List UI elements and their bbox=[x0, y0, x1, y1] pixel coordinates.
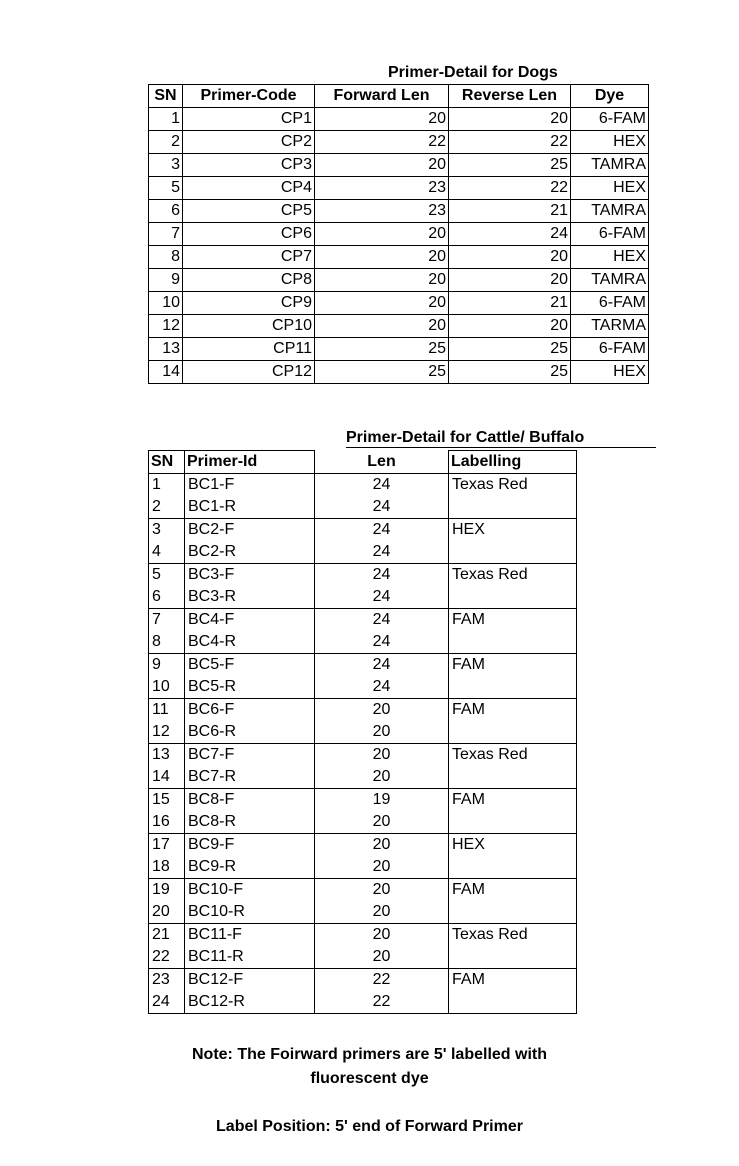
table-row bbox=[149, 246, 649, 269]
cell-forward-len: 20 bbox=[315, 269, 449, 292]
table-row bbox=[149, 631, 577, 654]
cell-sn: 5 bbox=[149, 177, 183, 200]
cell-len: 24 bbox=[315, 519, 449, 542]
table-row bbox=[149, 338, 649, 361]
cell-primer-code: CP3 bbox=[183, 154, 315, 177]
cell-primer-id: BC11-F bbox=[185, 924, 315, 947]
cell-sn: 7 bbox=[149, 609, 185, 632]
cell-reverse-len: 25 bbox=[449, 338, 571, 361]
table-row bbox=[149, 924, 577, 947]
cell-reverse-len: 20 bbox=[449, 315, 571, 338]
cell-reverse-len: 20 bbox=[449, 108, 571, 131]
cell-len: 24 bbox=[315, 474, 449, 497]
cattle-primer-table bbox=[148, 450, 577, 1014]
cell-len: 20 bbox=[372, 768, 391, 785]
cell-primer-id: BC9-F bbox=[185, 834, 315, 857]
cell-labelling bbox=[449, 496, 577, 519]
cell-sn: 19 bbox=[149, 879, 185, 902]
table-row bbox=[149, 856, 577, 879]
cell-dye: TAMRA bbox=[571, 269, 649, 292]
table-row bbox=[149, 496, 577, 519]
cell-reverse-len: 24 bbox=[449, 223, 571, 246]
cell-primer-id: BC7-F bbox=[185, 744, 315, 767]
cell-reverse-len: 21 bbox=[449, 292, 571, 315]
cell-sn: 3 bbox=[149, 519, 185, 542]
cell-primer-id: BC11-R bbox=[185, 946, 315, 969]
cell-sn: 21 bbox=[149, 924, 185, 947]
cell-sn: 17 bbox=[149, 834, 185, 857]
cell-forward-len: 23 bbox=[315, 200, 449, 223]
cell-labelling bbox=[449, 901, 577, 924]
cell-len: 22 bbox=[315, 969, 449, 992]
table-row bbox=[149, 200, 649, 223]
cell-dye: 6-FAM bbox=[571, 223, 649, 246]
cell-sn: 11 bbox=[149, 699, 185, 722]
table-row bbox=[149, 699, 577, 722]
cell-sn: 12 bbox=[149, 315, 183, 338]
cell-len: 20 bbox=[372, 903, 391, 920]
dogs-table-title: Primer-Detail for Dogs bbox=[388, 64, 558, 81]
cell-reverse-len: 22 bbox=[449, 177, 571, 200]
cell-forward-len: 20 bbox=[315, 246, 449, 269]
table-row bbox=[149, 154, 649, 177]
cell-labelling bbox=[449, 586, 577, 609]
cell-sn: 3 bbox=[149, 154, 183, 177]
cell-sn: 9 bbox=[149, 269, 183, 292]
table-row bbox=[149, 789, 577, 812]
cell-labelling: HEX bbox=[449, 834, 577, 857]
table-row bbox=[149, 474, 577, 497]
cell-primer-code: CP5 bbox=[183, 200, 315, 223]
cell-labelling: HEX bbox=[449, 519, 577, 542]
cell-sn: 10 bbox=[149, 292, 183, 315]
cell-len: 20 bbox=[372, 948, 391, 965]
cell-labelling: FAM bbox=[449, 699, 577, 722]
cell-sn: 22 bbox=[149, 946, 185, 969]
cell-primer-id: BC4-F bbox=[185, 609, 315, 632]
column-header-forward-len: Forward Len bbox=[315, 85, 449, 108]
cell-primer-id: BC1-F bbox=[185, 474, 315, 497]
cell-primer-id: BC4-R bbox=[185, 631, 315, 654]
cell-labelling: FAM bbox=[449, 789, 577, 812]
column-header-labelling: Labelling bbox=[449, 451, 577, 474]
cell-len: 20 bbox=[372, 723, 391, 740]
cell-sn: 15 bbox=[149, 789, 185, 812]
column-header-sn: SN bbox=[149, 85, 183, 108]
cell-forward-len: 25 bbox=[315, 338, 449, 361]
column-header-sn: SN bbox=[149, 451, 185, 474]
cell-dye: TARMA bbox=[571, 315, 649, 338]
cell-len: 24 bbox=[315, 609, 449, 632]
cell-labelling: Texas Red bbox=[449, 924, 577, 947]
cell-primer-code: CP11 bbox=[183, 338, 315, 361]
dogs-primer-table bbox=[148, 84, 649, 384]
column-header-primer-id: Primer-Id bbox=[185, 451, 315, 474]
table-header-row bbox=[149, 451, 577, 474]
cell-sn: 16 bbox=[149, 811, 185, 834]
cell-dye: 6-FAM bbox=[571, 108, 649, 131]
table-row bbox=[149, 721, 577, 744]
cell-labelling: FAM bbox=[449, 879, 577, 902]
note-line-1: Note: The Foirward primers are 5' labelled with bbox=[192, 1046, 547, 1063]
cell-primer-code: CP12 bbox=[183, 361, 315, 384]
cell-primer-id: BC1-R bbox=[185, 496, 315, 519]
cell-sn: 6 bbox=[149, 200, 183, 223]
column-header-dye: Dye bbox=[571, 85, 649, 108]
note-line-2: fluorescent dye bbox=[310, 1070, 429, 1087]
column-header-primer-code: Primer-Code bbox=[183, 85, 315, 108]
cell-sn: 9 bbox=[149, 654, 185, 677]
cell-primer-code: CP10 bbox=[183, 315, 315, 338]
table-row bbox=[149, 811, 577, 834]
cell-len: 20 bbox=[315, 834, 449, 857]
table-header-row bbox=[149, 85, 649, 108]
cell-primer-id: BC12-F bbox=[185, 969, 315, 992]
cell-reverse-len: 20 bbox=[449, 246, 571, 269]
cell-dye: TAMRA bbox=[571, 200, 649, 223]
cell-primer-id: BC8-R bbox=[185, 811, 315, 834]
cell-sn: 23 bbox=[149, 969, 185, 992]
cell-reverse-len: 22 bbox=[449, 131, 571, 154]
table-row bbox=[149, 991, 577, 1014]
cell-primer-code: CP7 bbox=[183, 246, 315, 269]
cell-len: 24 bbox=[372, 543, 391, 560]
cell-primer-id: BC7-R bbox=[185, 766, 315, 789]
cell-dye: HEX bbox=[571, 131, 649, 154]
cell-len: 24 bbox=[372, 588, 391, 605]
table-row bbox=[149, 223, 649, 246]
table-row bbox=[149, 519, 577, 542]
cell-dye: 6-FAM bbox=[571, 338, 649, 361]
cell-sn: 24 bbox=[149, 991, 185, 1014]
table-row bbox=[149, 879, 577, 902]
cell-forward-len: 25 bbox=[315, 361, 449, 384]
cell-sn: 13 bbox=[149, 338, 183, 361]
cell-dye: HEX bbox=[571, 361, 649, 384]
cell-forward-len: 20 bbox=[315, 154, 449, 177]
cell-labelling bbox=[449, 541, 577, 564]
cell-primer-id: BC5-R bbox=[185, 676, 315, 699]
cell-labelling bbox=[449, 721, 577, 744]
cell-labelling bbox=[449, 676, 577, 699]
cell-primer-code: CP1 bbox=[183, 108, 315, 131]
cell-labelling bbox=[449, 856, 577, 879]
cell-len: 24 bbox=[372, 633, 391, 650]
cell-primer-code: CP9 bbox=[183, 292, 315, 315]
cell-primer-code: CP6 bbox=[183, 223, 315, 246]
cell-len: 20 bbox=[315, 879, 449, 902]
cell-sn: 20 bbox=[149, 901, 185, 924]
table-row bbox=[149, 108, 649, 131]
table-row bbox=[149, 609, 577, 632]
label-position-note: Label Position: 5' end of Forward Primer bbox=[216, 1118, 523, 1135]
cell-len: 24 bbox=[372, 498, 391, 515]
cell-len: 19 bbox=[315, 789, 449, 812]
cell-len: 20 bbox=[372, 813, 391, 830]
cell-primer-code: CP8 bbox=[183, 269, 315, 292]
table-row bbox=[149, 541, 577, 564]
cattle-table-title: Primer-Detail for Cattle/ Buffalo bbox=[346, 429, 656, 448]
cell-sn: 4 bbox=[149, 541, 185, 564]
cell-primer-code: CP2 bbox=[183, 131, 315, 154]
table-row bbox=[149, 969, 577, 992]
cell-primer-id: BC9-R bbox=[185, 856, 315, 879]
cell-len: 24 bbox=[315, 564, 449, 587]
cell-sn: 10 bbox=[149, 676, 185, 699]
table-row bbox=[149, 131, 649, 154]
cell-labelling: Texas Red bbox=[449, 564, 577, 587]
cell-primer-id: BC10-F bbox=[185, 879, 315, 902]
cell-sn: 7 bbox=[149, 223, 183, 246]
table-row bbox=[149, 901, 577, 924]
cell-len: 20 bbox=[315, 924, 449, 947]
cell-primer-id: BC2-R bbox=[185, 541, 315, 564]
table-row bbox=[149, 292, 649, 315]
cell-forward-len: 20 bbox=[315, 223, 449, 246]
cell-len: 20 bbox=[315, 744, 449, 767]
cell-forward-len: 20 bbox=[315, 108, 449, 131]
cell-sn: 2 bbox=[149, 131, 183, 154]
column-header-len: Len bbox=[367, 452, 396, 470]
cell-forward-len: 20 bbox=[315, 315, 449, 338]
cell-labelling bbox=[449, 991, 577, 1014]
table-row bbox=[149, 177, 649, 200]
cell-reverse-len: 20 bbox=[449, 269, 571, 292]
cell-sn: 14 bbox=[149, 361, 183, 384]
cell-labelling bbox=[449, 631, 577, 654]
cell-labelling: Texas Red bbox=[449, 744, 577, 767]
cell-labelling: FAM bbox=[449, 654, 577, 677]
table-row bbox=[149, 586, 577, 609]
cell-labelling: FAM bbox=[449, 969, 577, 992]
cell-labelling bbox=[449, 946, 577, 969]
table-row bbox=[149, 564, 577, 587]
cell-sn: 6 bbox=[149, 586, 185, 609]
table-row bbox=[149, 361, 649, 384]
cell-forward-len: 20 bbox=[315, 292, 449, 315]
cell-sn: 18 bbox=[149, 856, 185, 879]
table-row bbox=[149, 946, 577, 969]
table-row bbox=[149, 676, 577, 699]
cell-sn: 12 bbox=[149, 721, 185, 744]
cell-len: 24 bbox=[315, 654, 449, 677]
cell-labelling: Texas Red bbox=[449, 474, 577, 497]
table-row bbox=[149, 766, 577, 789]
cell-reverse-len: 25 bbox=[449, 361, 571, 384]
cell-dye: 6-FAM bbox=[571, 292, 649, 315]
cell-len: 22 bbox=[315, 991, 449, 1014]
cell-primer-id: BC5-F bbox=[185, 654, 315, 677]
cell-len: 20 bbox=[372, 858, 391, 875]
cell-primer-id: BC12-R bbox=[185, 991, 315, 1014]
cell-sn: 8 bbox=[149, 631, 185, 654]
table-row bbox=[149, 654, 577, 677]
cell-primer-id: BC8-F bbox=[185, 789, 315, 812]
cell-dye: TAMRA bbox=[571, 154, 649, 177]
cell-primer-id: BC3-F bbox=[185, 564, 315, 587]
cell-dye: HEX bbox=[571, 177, 649, 200]
cell-len: 24 bbox=[372, 678, 391, 695]
cell-primer-id: BC6-R bbox=[185, 721, 315, 744]
cell-labelling: FAM bbox=[449, 609, 577, 632]
cell-dye: HEX bbox=[571, 246, 649, 269]
cell-labelling bbox=[449, 766, 577, 789]
cell-forward-len: 22 bbox=[315, 131, 449, 154]
table-row bbox=[149, 744, 577, 767]
cell-labelling bbox=[449, 811, 577, 834]
cell-reverse-len: 21 bbox=[449, 200, 571, 223]
cell-sn: 5 bbox=[149, 564, 185, 587]
cell-sn: 2 bbox=[149, 496, 185, 519]
cell-sn: 13 bbox=[149, 744, 185, 767]
cell-len: 20 bbox=[315, 699, 449, 722]
cell-primer-id: BC10-R bbox=[185, 901, 315, 924]
cell-sn: 1 bbox=[149, 474, 185, 497]
cell-sn: 14 bbox=[149, 766, 185, 789]
cell-reverse-len: 25 bbox=[449, 154, 571, 177]
cell-primer-id: BC2-F bbox=[185, 519, 315, 542]
table-row bbox=[149, 315, 649, 338]
cell-forward-len: 23 bbox=[315, 177, 449, 200]
column-header-reverse-len: Reverse Len bbox=[449, 85, 571, 108]
table-row bbox=[149, 269, 649, 292]
cell-sn: 8 bbox=[149, 246, 183, 269]
cell-primer-id: BC3-R bbox=[185, 586, 315, 609]
cell-sn: 1 bbox=[149, 108, 183, 131]
table-row bbox=[149, 834, 577, 857]
cell-primer-code: CP4 bbox=[183, 177, 315, 200]
cell-primer-id: BC6-F bbox=[185, 699, 315, 722]
